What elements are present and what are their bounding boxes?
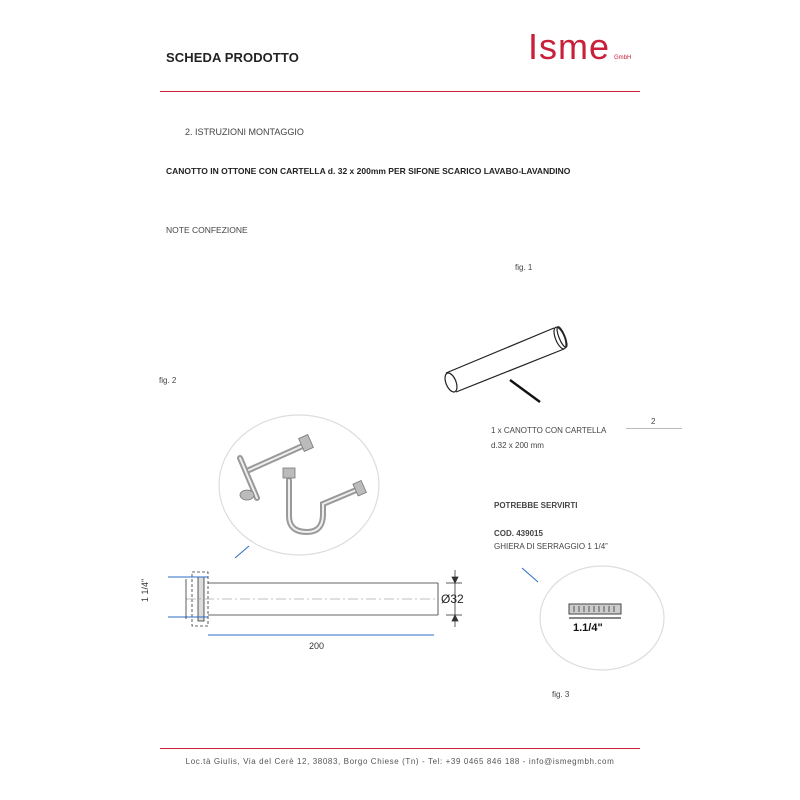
product-title: CANOTTO IN OTTONE CON CARTELLA d. 32 x 200mm PER SIFONE SCARICO LAVABO-LAVANDINO bbox=[166, 166, 571, 176]
suggestion-description: GHIERA DI SERRAGGIO 1 1/4” bbox=[494, 542, 608, 551]
tube-drawing bbox=[436, 320, 576, 410]
brand-suffix: GmbH bbox=[614, 55, 632, 61]
section-heading: 2. ISTRUZIONI MONTAGGIO bbox=[185, 127, 304, 137]
footer-divider bbox=[160, 748, 640, 749]
package-line-1: 1 x CANOTTO CON CARTELLA bbox=[491, 426, 607, 435]
fig2-label: fig. 2 bbox=[159, 376, 177, 385]
brand-logo: Isme bbox=[528, 26, 611, 67]
page-title: SCHEDA PRODOTTO bbox=[166, 50, 299, 65]
diameter-label: Ø32 bbox=[441, 592, 464, 606]
siphon-illustration bbox=[215, 410, 385, 560]
header-divider bbox=[160, 91, 640, 92]
length-label: 200 bbox=[309, 641, 325, 651]
suggestion-code: COD. 439015 bbox=[494, 529, 543, 538]
package-line-2: d.32 x 200 mm bbox=[491, 441, 544, 450]
suggestion-title: POTREBBE SERVIRTI bbox=[494, 501, 578, 510]
footer-address: Loc.tà Giulis, Via del Cerè 12, 38083, Borgo Chiese (Tn) - Tel: +39 0465 846 188 - info@ismegmbh.com bbox=[185, 757, 615, 766]
ring-nut-illustration bbox=[516, 562, 676, 674]
margin-tick bbox=[626, 428, 682, 429]
note-label: NOTE CONFEZIONE bbox=[166, 225, 248, 235]
thread-label: 1 1/4" bbox=[140, 578, 150, 602]
fig1-label: fig. 1 bbox=[515, 263, 533, 272]
page-number: 2 bbox=[651, 417, 656, 426]
fig3-label: fig. 3 bbox=[552, 690, 570, 699]
ring-size-label: 1.1/4" bbox=[573, 622, 603, 634]
